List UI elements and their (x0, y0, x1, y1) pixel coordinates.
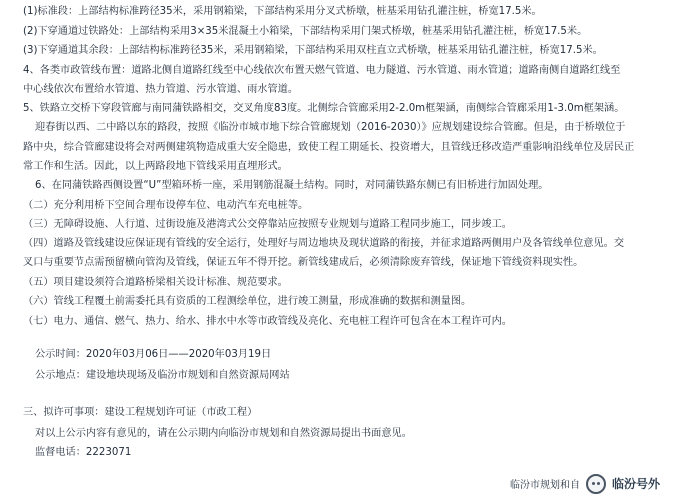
paragraph-line-3: (3)下穿通道其余段：上部结构标准跨径35米，采用钢箱梁，下部结构采用双柱直立式桥墩，桩基采用钻孔灌注桩，桥宽17.5米。 (23, 45, 603, 56)
paragraph-line-14: 叉口与重要节点需预留横向管沟及管线，保证五年不得开挖。新管线建成后，必须清除废弃管线，保证地下管线资料现实性。 (23, 257, 584, 268)
paragraph-line-9: 常工作和生活。因此，以上两路段地下管线采用直埋形式。 (23, 161, 288, 172)
paragraph-line-12: （三）无障碍设施、人行道、过街设施及港湾式公交停靠站应按照专业规划与道路工程同步施工，同步竣工。 (23, 219, 512, 230)
paragraph-line-5: 中心线依次布置给水管道、热力管道、污水管道、雨水管道。 (23, 84, 299, 95)
comment-instruction: 对以上公示内容有意见的，请在公示期内向临汾市规划和自然资源局提出书面意见。 (35, 428, 412, 439)
paragraph-line-2: (2)下穿通道过铁路处：上部结构采用3×35米混凝土小箱梁，下部结构采用门架式桥墩，桩基采用钻孔灌注桩，桥宽17.5米。 (23, 26, 588, 37)
paragraph-line-8: 路中央，综合管廊建设将会对两侧建筑物造成重大安全隐患，致使工程工期延长、投资增大，且管线迁移改造严重影响沿线单位及居民正 (23, 142, 635, 153)
paragraph-line-4: 4、各类市政管线布置：道路北侧自道路红线至中心线依次布置天燃气管道、电力隧道、污水管道、雨水管道；道路南侧自道路红线至 (23, 65, 621, 76)
paragraph-line-15: （五）项目建设须符合道路桥梁相关设计标准、规范要求。 (23, 277, 288, 288)
supervision-phone: 监督电话：2223071 (35, 447, 132, 458)
paragraph-line-13: （四）道路及管线建设应保证现有管线的安全运行，处理好与周边地块及现状道路的衔接，并征求道路两侧用户及各管线单位意见。交 (23, 238, 625, 249)
publicity-location: 公示地点：建设地块现场及临汾市规划和自然资源局网站 (35, 370, 290, 381)
chat-bubble-icon (586, 474, 606, 494)
paragraph-line-17: （七）电力、通信、燃气、热力、给水、排水中水等市政管线及亮化、充电桩工程许可包含在本工程许可内。 (23, 316, 512, 327)
paragraph-line-1: (1)标准段：上部结构标准跨径35米，采用钢箱梁，下部结构采用分叉式桥墩，桩基采用钻孔灌注桩，桥宽17.5米。 (23, 6, 542, 17)
watermark (586, 472, 696, 496)
issuer-footer: 临汾市规划和自 (510, 480, 580, 491)
publicity-time: 公示时间：2020年03月06日——2020年03月19日 (35, 349, 272, 360)
paragraph-line-11: （二）充分利用桥下空间合理布设停车位、电动汽车充电桩等。 (23, 200, 309, 211)
paragraph-line-16: （六）管线工程覆土前需委托具有资质的工程测绘单位，进行竣工测量，形成准确的数据和测量图。 (23, 296, 472, 307)
watermark-text: 临汾号外 (612, 477, 661, 491)
paragraph-line-6: 5、铁路立交桥下穿段管廊与南同蒲铁路相交，交叉角度83度。北侧综合管廊采用2-2.0m框架涵，南侧综合管廊采用1-3.0m框架涵。 (23, 103, 625, 114)
paragraph-line-7: 迎春街以西、二中路以东的路段，按照《临汾市城市地下综合管廊规划（2016-2030）》应规划建设综合管廊。但是，由于桥墩位于 (35, 122, 626, 133)
proposed-license-item: 三、拟许可事项：建设工程规划许可证（市政工程） (23, 407, 258, 418)
paragraph-line-10: 6、在同蒲铁路西侧设置“U”型箱环桥一座，采用钢筋混凝土结构。同时，对同蒲铁路东侧已有旧桥进行加固处理。 (35, 180, 549, 191)
